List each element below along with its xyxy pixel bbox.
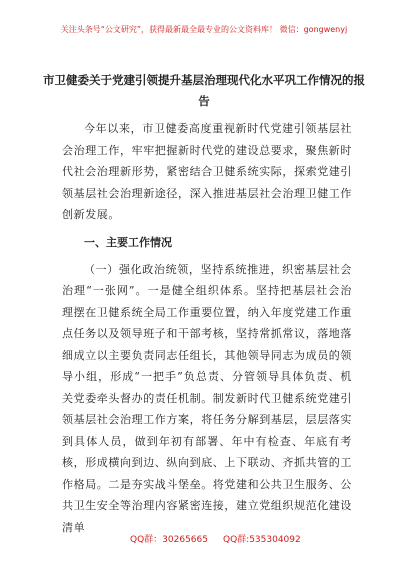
footer-qq-group-1: QQ群：30265665 — [130, 535, 208, 545]
section-paragraph: （一）强化政治统领，坚持系统推进，织密基层社会治理“一张网”。一是健全组织体系。坚持把基层社会治理摆在卫健系统全局工作重要位置，纳入年度党建工作重点任务以及领导班子和干部考核，坚持常抓常议，落地落细成立以主要负责同志任组长，其他领导同志为成员的领导小组，形成“一把手”负总责、分管领导具体负责、机关党委牵头督办的责任机制。制发新时代卫健系统党建引领基层社会治理工作方案，将任务分解到基层，层层落实到具体人员，做到年初有部署、年中有检查、年底有考核，形成横向到边、纵向到底、上下联动、齐抓共管的工作格局。二是夯实战斗堡垒。将党建和公共卫生服务、公共卫生安全等治理内容紧密连接，建立党组织规范化建设清单 — [62, 262, 352, 534]
section-heading: 一、主要工作情况 — [84, 235, 172, 249]
intro-paragraph: 今年以来，市卫健委高度重视新时代党建引领基层社会治理工作，牢牢把握新时代党的建设总要求，聚焦新时代社会治理新形势，紧密结合卫健系统实际，探索党建引领基层社会治理新途径，深入推进基层社会治理卫健工作创新发展。 — [62, 122, 352, 221]
document-title: 市卫健委关于党建引领提升基层治理现代化水平巩工作情况的报告 — [43, 73, 365, 108]
footer-qq-group-2: QQ群:535304092 — [223, 535, 301, 545]
document-body — [62, 118, 352, 538]
footer — [0, 532, 408, 548]
header-notice: 关注头条号“公文研究”，获得最新最全最专业的公文资料库！ 微信：gongwenyj — [60, 25, 348, 34]
